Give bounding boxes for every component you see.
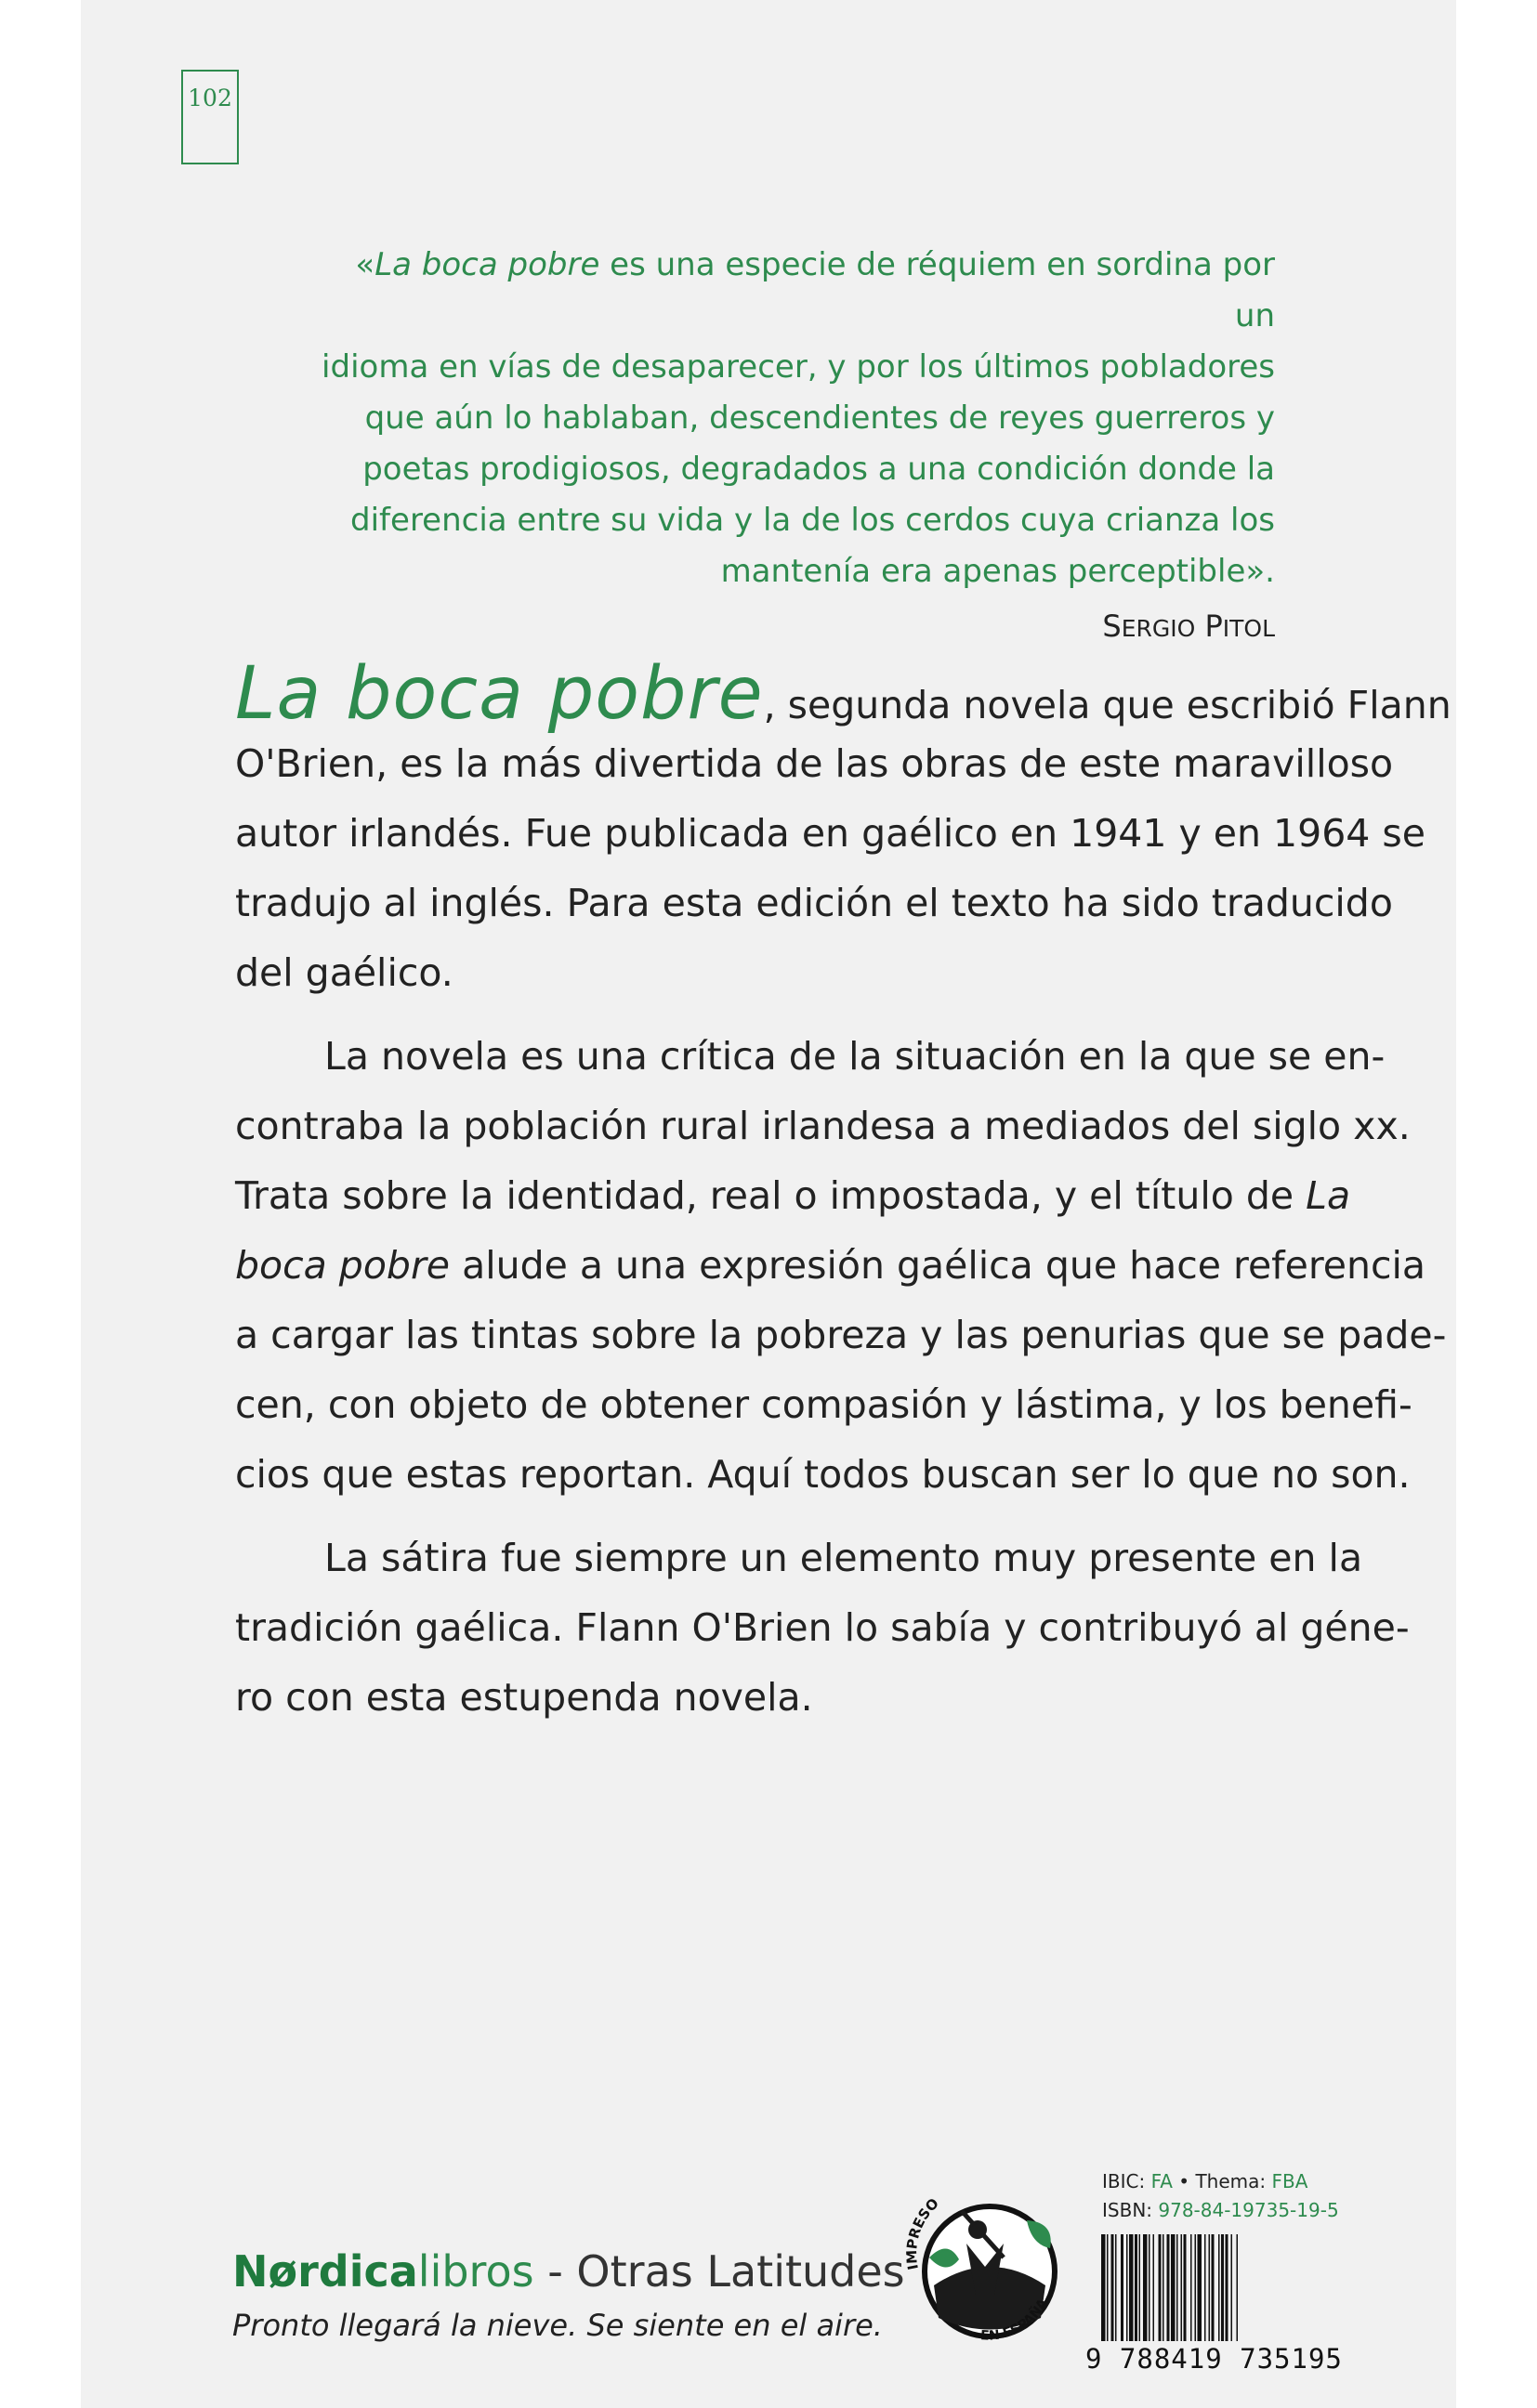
quote-line: poetas prodigiosos, degradados a una condición donde la xyxy=(362,451,1275,488)
isbn-barcode-icon xyxy=(1099,2234,1332,2341)
publisher-slogan: Pronto llegará la nieve. Se siente en el aire. xyxy=(232,2308,883,2343)
review-quote xyxy=(307,240,1275,661)
desc-line: autor irlandés. Fue publicada en gaélico en 1941 y en 1964 se xyxy=(235,811,1426,856)
book-title: La boca pobre xyxy=(235,652,764,736)
classification-info xyxy=(1102,2167,1339,2225)
badge-top-text: IMPRESO xyxy=(902,2194,942,2271)
badge-bottom-text: EN ESPAÑA xyxy=(979,2296,1051,2344)
page-number: 102 xyxy=(181,70,239,164)
desc-line: La sátira fue siempre un elemento muy presente en la xyxy=(324,1536,1363,1580)
quote-line: que aún lo hablaban, descendientes de reyes guerreros y xyxy=(364,399,1275,437)
desc-line: cios que estas reportan. Aquí todos buscan ser lo que no son. xyxy=(235,1452,1411,1497)
quote-line: mantenía era apenas perceptible». xyxy=(720,553,1275,590)
desc-line: tradición gaélica. Flann O'Brien lo sabía y contribuyó al géne- xyxy=(235,1605,1410,1650)
quote-line: diferencia entre su vida y la de los cerdos cuya crianza los xyxy=(350,502,1275,539)
barcode-number: 9 788419 735195 xyxy=(1085,2343,1343,2375)
quote-book-title: La boca pobre xyxy=(374,246,600,283)
desc-line: Trata sobre la identidad, real o impostada, y el título de La xyxy=(235,1173,1351,1218)
desc-line: ro con esta estupenda novela. xyxy=(235,1675,813,1720)
book-description xyxy=(235,652,1452,1733)
desc-line: cen, con objeto de obtener compasión y lástima, y los benefi- xyxy=(235,1382,1412,1427)
desc-line: boca pobre alude a una expresión gaélica que hace referencia xyxy=(235,1243,1426,1288)
publisher-logo: Nørdicalibros - Otras Latitudes xyxy=(232,2246,905,2297)
desc-line: tradujo al inglés. Para esta edición el texto ha sido traducido xyxy=(235,881,1393,925)
desc-line: del gaélico. xyxy=(235,950,453,995)
quote-line: idioma en vías de desaparecer, y por los últimos pobladores xyxy=(322,348,1275,386)
ibic-thema-line: IBIC: FA • Thema: FBA xyxy=(1102,2170,1308,2192)
desc-line: La novela es una crítica de la situación en la que se en- xyxy=(324,1034,1386,1079)
isbn-line: ISBN: 978-84-19735-19-5 xyxy=(1102,2199,1339,2221)
desc-line: contraba la población rural irlandesa a mediados del siglo xx. xyxy=(235,1104,1411,1148)
desc-line: a cargar las tintas sobre la pobreza y las penurias que se pade- xyxy=(235,1313,1447,1357)
quote-line: «La boca pobre es una especie de réquiem en sordina por un xyxy=(355,246,1275,334)
printed-in-spain-badge-icon xyxy=(892,2155,1069,2350)
quote-attribution: SERGIO PITOL xyxy=(1102,609,1275,644)
desc-line: La boca pobre, segunda novela que escribió Flann xyxy=(235,652,1452,736)
desc-line: O'Brien, es la más divertida de las obras de este maravilloso xyxy=(235,741,1394,786)
